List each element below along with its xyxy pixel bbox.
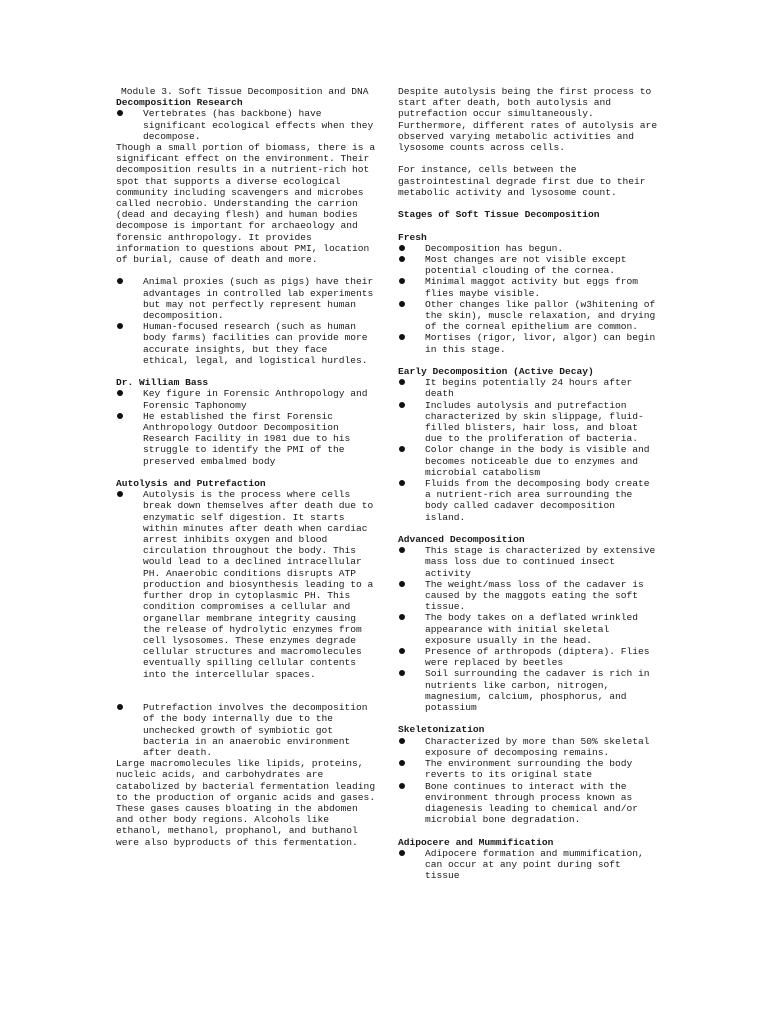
decomposition-research-heading: Decomposition Research [116, 97, 243, 109]
list-item: Most changes are not visible except potential clouding of the cornea. [398, 254, 660, 276]
list-item: Putrefaction involves the decomposition of the body internally due to the unchecked growth of symbiotic got bacteria in an anaerobic environment after death. [116, 702, 378, 758]
list-item: The environment surrounding the body reverts to its original state [398, 758, 660, 780]
autolysis-intro-paragraph: Despite autolysis being the first process to start after death, both autolysis and putrefaction occur simultaneously. Furthermore, different rates of autolysis are observed varying metabolic activities and lysosome counts across cells. [398, 86, 658, 154]
list-item: Human-focused research (such as human body farms) facilities can provide more accurate insights, but they face ethical, legal, and logistical hurdles. [116, 321, 378, 366]
decomposition-bullet-list [116, 108, 378, 142]
fresh-bullet-list [398, 243, 660, 355]
list-item: The weight/mass loss of the cadaver is caused by the maggots eating the soft tissue. [398, 579, 660, 613]
autolysis-heading: Autolysis and Putrefaction [116, 478, 266, 490]
list-item: Fluids from the decomposing body create a nutrient-rich area surrounding the body called cadaver decomposition island. [398, 478, 660, 523]
list-item: Color change in the body is visible and becomes noticeable due to enzymes and microbial catabolism [398, 444, 660, 478]
adipocere-bullet-list [398, 848, 660, 882]
putrefaction-paragraph: Large macromolecules like lipids, proteins, nucleic acids, and carbohydrates are catabolized by bacterial fermentation leading to the production of organic acids and gases. These gases causes bloating in the abdomen and other body regions. Alcohols like ethanol, methanol, prophanol, and buthanol were also byproducts of this fermentation. [116, 758, 376, 848]
list-item: Bone continues to interact with the environment through process known as diagenesis leading to chemical and/or microbial bone degradation. [398, 781, 660, 826]
instance-paragraph: For instance, cells between the gastrointestinal degrade first due to their metabolic activity and lysosome count. [398, 164, 646, 198]
decomposition-paragraph: Though a small portion of biomass, there is a significant effect on the environment. Their decomposition results in a nutrient-rich hot spot that supports a diverse ecological community including scavengers and microbes called necrobio. Understanding the carrion (dead and decaying flesh) and human bodies decompose is important for archaeology and forensic anthropology. It provides information to questions about PMI, location of burial, cause of death and more. [116, 142, 376, 266]
list-item: Mortises (rigor, livor, algor) can begin in this stage. [398, 332, 660, 354]
list-item: Animal proxies (such as pigs) have their advantages in controlled lab experiments but may not perfectly represent human decomposition. [116, 276, 378, 321]
right-column [398, 86, 660, 881]
autolysis-bullet-list [116, 489, 378, 679]
list-item: Other changes like pallor (w3hitening of the skin), muscle relaxation, and drying of the corneal epithelium are common. [398, 299, 660, 333]
william-bass-heading: Dr. William Bass [116, 377, 209, 389]
early-decomposition-bullet-list [398, 377, 660, 523]
putrefaction-bullet-list [116, 702, 378, 758]
left-column [116, 86, 378, 848]
module-title: Module 3. Soft Tissue Decomposition and DNA [121, 86, 369, 97]
list-item: Vertebrates (has backbone) have significant ecological effects when they decompose. [116, 108, 378, 142]
stages-heading: Stages of Soft Tissue Decomposition [398, 209, 600, 221]
list-item: Key figure in Forensic Anthropology and Forensic Taphonomy [116, 388, 378, 410]
list-item: Soil surrounding the cadaver is rich in nutrients like carbon, nitrogen, magnesium, calcium, phosphorus, and potassium [398, 668, 660, 713]
list-item: He established the first Forensic Anthropology Outdoor Decomposition Research Facility in 1981 due to his struggle to identify the PMI of the preserved embalmed body [116, 411, 378, 467]
list-item: Adipocere formation and mummification, can occur at any point during soft tissue [398, 848, 660, 882]
early-decomposition-heading: Early Decomposition (Active Decay) [398, 366, 594, 378]
list-item: Minimal maggot activity but eggs from flies maybe visible. [398, 276, 660, 298]
list-item: Characterized by more than 50% skeletal exposure of decomposing remains. [398, 736, 660, 758]
proxy-bullet-list [116, 276, 378, 366]
list-item: This stage is characterized by extensive mass loss due to continued insect activity [398, 545, 660, 579]
list-item: It begins potentially 24 hours after death [398, 377, 660, 399]
advanced-decomposition-heading: Advanced Decomposition [398, 534, 525, 546]
fresh-heading: Fresh [398, 231, 427, 243]
bass-bullet-list [116, 388, 378, 466]
skeletonization-bullet-list [398, 736, 660, 826]
advanced-decomposition-bullet-list [398, 545, 660, 713]
list-item: Decomposition has begun. [398, 243, 660, 254]
skeletonization-heading: Skeletonization [398, 724, 485, 736]
list-item: Autolysis is the process where cells break down themselves after death due to enzymatic self digestion. It starts within minutes after death when cardiac arrest inhibits oxygen and blood circulation throughout the body. This would lead to a declined intracellular PH. Anaerobic conditions disrupts ATP production and biosynthesis leading to a further drop in cytoplasmic PH. This condition compromises a cellular and organellar membrane integrity causing the release of hydrolytic enzymes from cell lysosomes. These enzymes degrade cellular structures and macromolecules eventually spilling cellular contents into the intercellular spaces. [116, 489, 378, 679]
list-item: Presence of arthropods (diptera). Flies were replaced by beetles [398, 646, 660, 668]
list-item: The body takes on a deflated wrinkled appearance with initial skeletal exposure usually in the head. [398, 612, 660, 646]
list-item: Includes autolysis and putrefaction characterized by skin slippage, fluid-filled blisters, hair loss, and bloat due to the proliferation of bacteria. [398, 400, 660, 445]
adipocere-heading: Adipocere and Mummification [398, 836, 554, 848]
